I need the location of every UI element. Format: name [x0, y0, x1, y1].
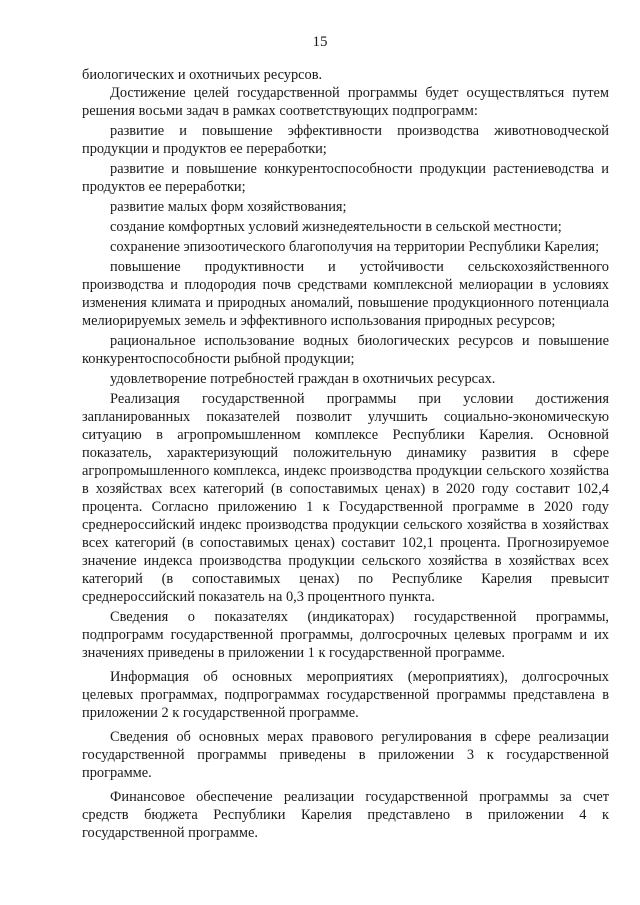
paragraph: Информация об основных мероприятиях (мероприятиях), долгосрочных целевых программах, подпрограммах государственной программы представлена в приложении 2 к государственной программе. [82, 669, 609, 721]
paragraph: Достижение целей государственной программы будет осуществляться путем решения восьми задач в рамках соответствующих подпрограмм: [82, 85, 609, 119]
paragraph: повышение продуктивности и устойчивости сельскохозяйственного производства и плодородия почв средствами комплексной мелиорации в условиях изменения климата и природных аномалий, повышение продукционного потенциала мелиорируемых земель и эффективного использования природных ресурсов; [82, 259, 609, 329]
paragraph: развитие малых форм хозяйствования; [110, 199, 347, 215]
paragraph: создание комфортных условий жизнедеятельности в сельской местности; [110, 219, 562, 235]
document-body [82, 66, 609, 842]
paragraph: развитие и повышение конкурентоспособности продукции растениеводства и продуктов ее переработки; [82, 161, 609, 195]
paragraph: Сведения об основных мерах правового регулирования в сфере реализации государственной программы приведены в приложении 3 к государственной программе. [82, 729, 609, 781]
paragraph: рациональное использование водных биологических ресурсов и повышение конкурентоспособности рыбной продукции; [82, 333, 609, 367]
paragraph: сохранение эпизоотического благополучия на территории Республики Карелия; [110, 239, 600, 255]
paragraph: биологических и охотничьих ресурсов. [82, 67, 323, 83]
page-number: 15 [312, 34, 328, 50]
paragraph: Финансовое обеспечение реализации государственной программы за счет средств бюджета Республики Карелия представлено в приложении 4 к государственной программе. [82, 789, 609, 841]
paragraph: развитие и повышение эффективности производства животноводческой продукции и продуктов ее переработки; [82, 123, 609, 157]
paragraph: удовлетворение потребностей граждан в охотничьих ресурсах. [110, 371, 496, 387]
paragraph: Сведения о показателях (индикаторах) государственной программы, подпрограмм государственной программы, долгосрочных целевых программ и их значениях приведены в приложении 1 к государственной программе. [82, 609, 609, 661]
paragraph: Реализация государственной программы при условии достижения запланированных показателей позволит улучшить социально-экономическую ситуацию в агропромышленном комплексе Республики Карелия. Основной показатель, характеризующий положительную динамику развития в сфере агропромышленного комплекса, индекс производства продукции сельского хозяйства в хозяйствах всех категорий (в сопоставимых ценах) в 2020 году составит 102,4 процента. Согласно приложению 1 к Государственной программе в 2020 году среднероссийский индекс производства продукции сельского хозяйства в хозяйствах всех категорий (в сопоставимых ценах) составит 102,1 процента. Прогнозируемое значение индекса производства продукции сельского хозяйства в хозяйствах всех категорий (в сопоставимых ценах) по Республике Карелия превысит среднероссийский показатель на 0,3 процентного пункта. [82, 391, 609, 605]
